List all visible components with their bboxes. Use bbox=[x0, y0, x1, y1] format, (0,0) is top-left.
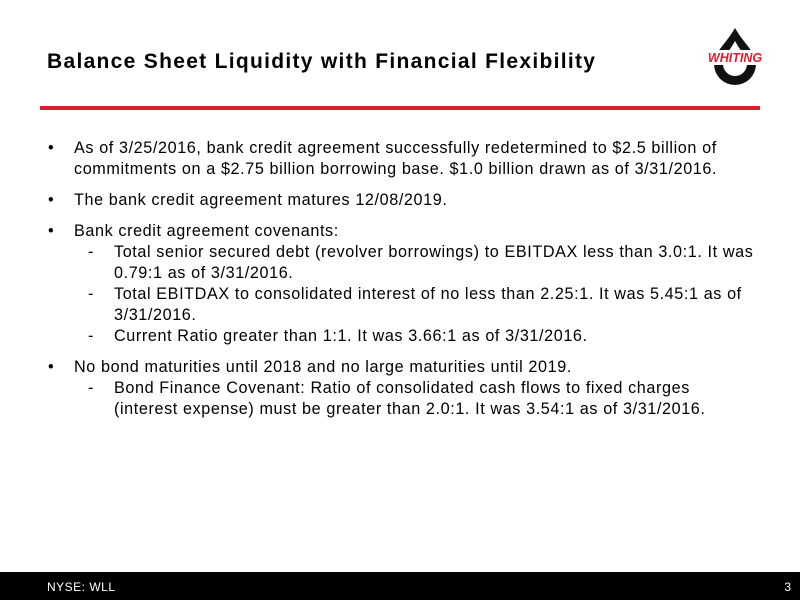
title-divider bbox=[40, 106, 760, 110]
oil-drop-icon bbox=[702, 26, 768, 86]
sub-bullet-item bbox=[88, 378, 758, 420]
footer-bar bbox=[0, 572, 800, 600]
bullet-item bbox=[48, 138, 758, 180]
sub-bullet-text: Current Ratio greater than 1:1. It was 3.66:1 as of 3/31/2016. bbox=[114, 327, 588, 345]
bullet-item bbox=[48, 190, 758, 211]
bullet-text: As of 3/25/2016, bank credit agreement successfully redetermined to $2.5 billion of commitments on a $2.75 billion borrowing base. $1.0 billion drawn as of 3/31/2016. bbox=[74, 139, 718, 178]
sub-bullet-item bbox=[88, 284, 758, 326]
sub-bullet-text: Total senior secured debt (revolver borrowings) to EBITDAX less than 3.0:1. It was 0.79:1 as of 3/31/2016. bbox=[114, 243, 754, 282]
bullet-list bbox=[48, 138, 758, 420]
sub-bullet-item bbox=[88, 242, 758, 284]
sub-bullet-item bbox=[88, 326, 758, 347]
slide-title: Balance Sheet Liquidity with Financial Flexibility bbox=[47, 50, 597, 73]
slide-body bbox=[48, 138, 758, 430]
logo-text: WHITING bbox=[707, 51, 763, 65]
sub-bullet-text: Total EBITDAX to consolidated interest of no less than 2.25:1. It was 5.45:1 as of 3/31/2016. bbox=[114, 285, 742, 324]
footer-ticker: NYSE: WLL bbox=[47, 580, 116, 594]
page-number: 3 bbox=[784, 580, 791, 594]
bullet-text: No bond maturities until 2018 and no large maturities until 2019. bbox=[74, 358, 572, 376]
bullet-item bbox=[48, 221, 758, 347]
whiting-logo bbox=[702, 26, 768, 86]
sub-bullet-list bbox=[74, 378, 758, 420]
bullet-item bbox=[48, 357, 758, 420]
bullet-text: The bank credit agreement matures 12/08/2019. bbox=[74, 191, 448, 209]
sub-bullet-list bbox=[74, 242, 758, 347]
sub-bullet-text: Bond Finance Covenant: Ratio of consolidated cash flows to fixed charges (interest expense) must be greater than 2.0:1. It was 3.54:1 as of 3/31/2016. bbox=[114, 379, 706, 418]
bullet-text: Bank credit agreement covenants: bbox=[74, 222, 339, 240]
